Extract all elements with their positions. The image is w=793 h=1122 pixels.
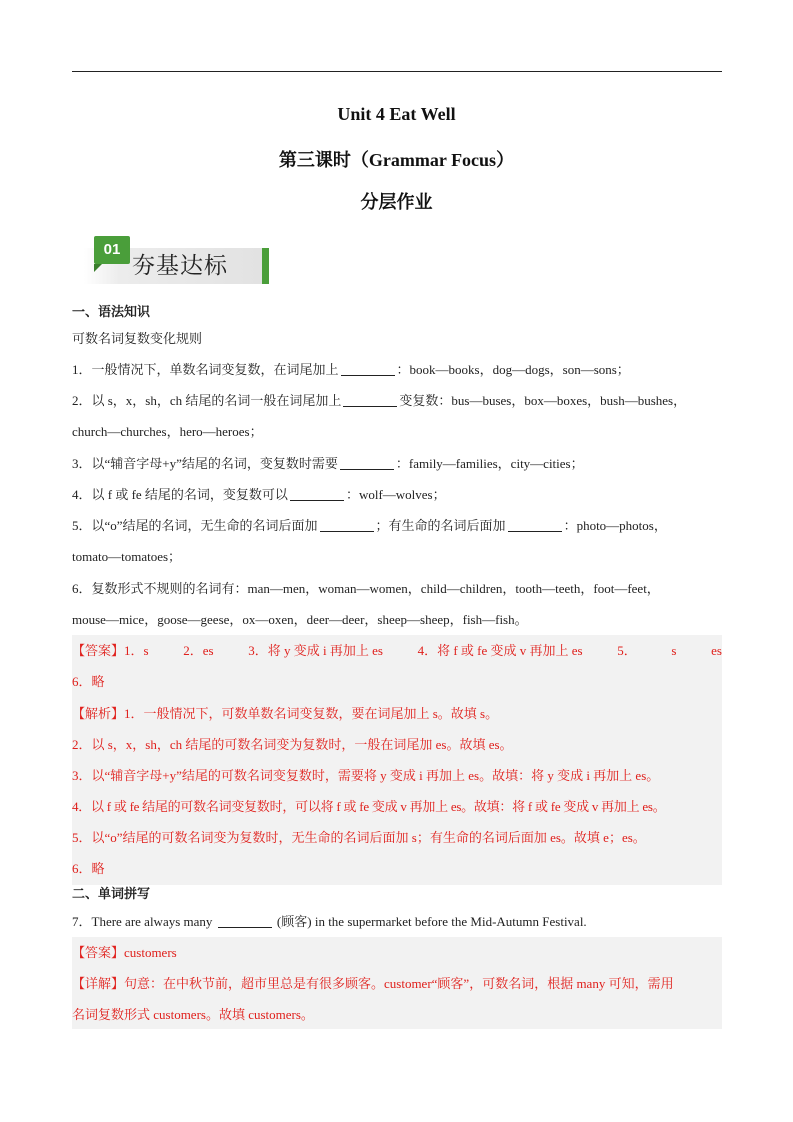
- answer-1-part-5: 5．: [617, 643, 637, 658]
- header-rule: [72, 71, 722, 72]
- banner-label: 夯基达标: [132, 253, 228, 279]
- analysis-6: 6．略: [72, 861, 105, 876]
- q5-blank-1[interactable]: [320, 518, 374, 532]
- answer-1-part-6: s: [671, 643, 677, 658]
- q7-text-a: 7．There are always many: [72, 914, 213, 929]
- q2-text-b: 变复数：bus—buses，box—boxes，bush—bushes，: [399, 393, 687, 408]
- q3-blank[interactable]: [340, 456, 394, 470]
- q2-text-a-content: 2．以 s，x，sh，ch 结尾的名词一般在词尾加上: [72, 393, 342, 408]
- q3-text-a: 3．以“辅音字母+y”结尾的名词，变复数时需要: [72, 456, 338, 471]
- analysis-5: 5．以“o”结尾的可数名词变为复数时，无生命的名词后面加 s；有生命的名词后面加 es。故填 e；es。: [72, 830, 646, 845]
- question-1: [72, 360, 630, 380]
- q4-text-a: 4．以 f 或 fe 结尾的名词，变复数可以: [72, 487, 288, 502]
- analysis-2: 2．以 s，x，sh，ch 结尾的可数名词变为复数时，一般在词尾加 es。故填 es。: [72, 737, 513, 752]
- banner-number-tail: [94, 264, 102, 272]
- detail-7-line-2: 名词复数形式 customers。故填 customers。: [72, 1007, 314, 1022]
- question-2-continued: church—churches，hero—heroes；: [72, 424, 263, 439]
- answer-1-part-7: es: [711, 643, 722, 658]
- answer-1-line-2: 6．略: [72, 674, 105, 689]
- question-4: [72, 485, 446, 505]
- q5-blank-2[interactable]: [508, 518, 562, 532]
- answer-1-part-1: 【答案】1．s: [72, 643, 149, 658]
- page-title: Unit 4 Eat Well: [337, 104, 456, 124]
- answer-1-part-2: 2．es: [183, 643, 214, 658]
- question-6-continued: mouse—mice，goose—geese，ox—oxen，deer—deer，sheep—sheep，fish—fish。: [72, 612, 528, 627]
- q3-text-b: ：family—families，city—cities；: [395, 456, 584, 471]
- question-6: 6．复数形式不规则的名词有：man—men，woman—women，child—children，tooth—teeth，foot—feet，: [72, 581, 660, 596]
- analysis-4: 4．以 f 或 fe 结尾的可数名词变复数时，可以将 f 或 fe 变成 v 再加上 es。故填：将 f 或 fe 变成 v 再加上 es。: [72, 799, 666, 814]
- question-2: [72, 391, 722, 411]
- answer-1-part-4: 4．将 f 或 fe 变成 v 再加上 es: [417, 643, 583, 658]
- homework-subtitle: 分层作业: [360, 192, 433, 213]
- analysis-3: 3．以“辅音字母+y”结尾的可数名词变复数时，需要将 y 变成 i 再加上 es。故填：将 y 变成 i 再加上 es。: [72, 768, 660, 783]
- q5-text-a: 5．以“o”结尾的名词，无生命的名词后面加: [72, 518, 318, 533]
- q1-blank[interactable]: [341, 362, 395, 376]
- lesson-subtitle: 第三课时（Grammar Focus）: [278, 150, 515, 170]
- q5-text-b: ；有生命的名词后面加: [375, 518, 506, 533]
- question-3: [72, 454, 584, 474]
- analysis-1: 【解析】1．一般情况下，可数单数名词变复数，要在词尾加上 s。故填 s。: [72, 706, 499, 721]
- question-5: [72, 516, 667, 536]
- banner-number: 01: [94, 236, 130, 264]
- answer-1-part-3: 3．将 y 变成 i 再加上 es: [248, 643, 383, 658]
- q4-blank[interactable]: [290, 487, 344, 501]
- question-5-continued: tomato—tomatoes；: [72, 549, 182, 564]
- answer-7: 【答案】customers: [72, 945, 177, 960]
- q1-text-a: 1．一般情况下，单数名词变复数，在词尾加上: [72, 362, 339, 377]
- q5-text-c: ：photo—photos，: [563, 518, 667, 533]
- q7-text-b: (顾客) in the supermarket before the Mid-Autumn Festival.: [276, 914, 587, 929]
- section-heading-spelling: 二、单词拼写: [72, 887, 151, 902]
- section-intro: 可数名词复数变化规则: [72, 331, 203, 346]
- section-heading-grammar: 一、语法知识: [72, 305, 151, 320]
- question-7: [72, 912, 587, 932]
- detail-7-line-1: 【详解】句意：在中秋节前，超市里总是有很多顾客。customer“顾客”，可数名词，根据 many 可知，需用: [72, 976, 674, 991]
- banner-accent-bar: [262, 248, 269, 284]
- q7-blank[interactable]: [218, 914, 272, 928]
- q1-text-b: ：book—books，dog—dogs，son—sons；: [396, 362, 630, 377]
- answer-1-line: [72, 641, 722, 661]
- q2-text-a: [72, 391, 686, 411]
- section-banner: [84, 234, 274, 290]
- q4-text-b: ：wolf—wolves；: [345, 487, 446, 502]
- q2-blank[interactable]: [343, 393, 397, 407]
